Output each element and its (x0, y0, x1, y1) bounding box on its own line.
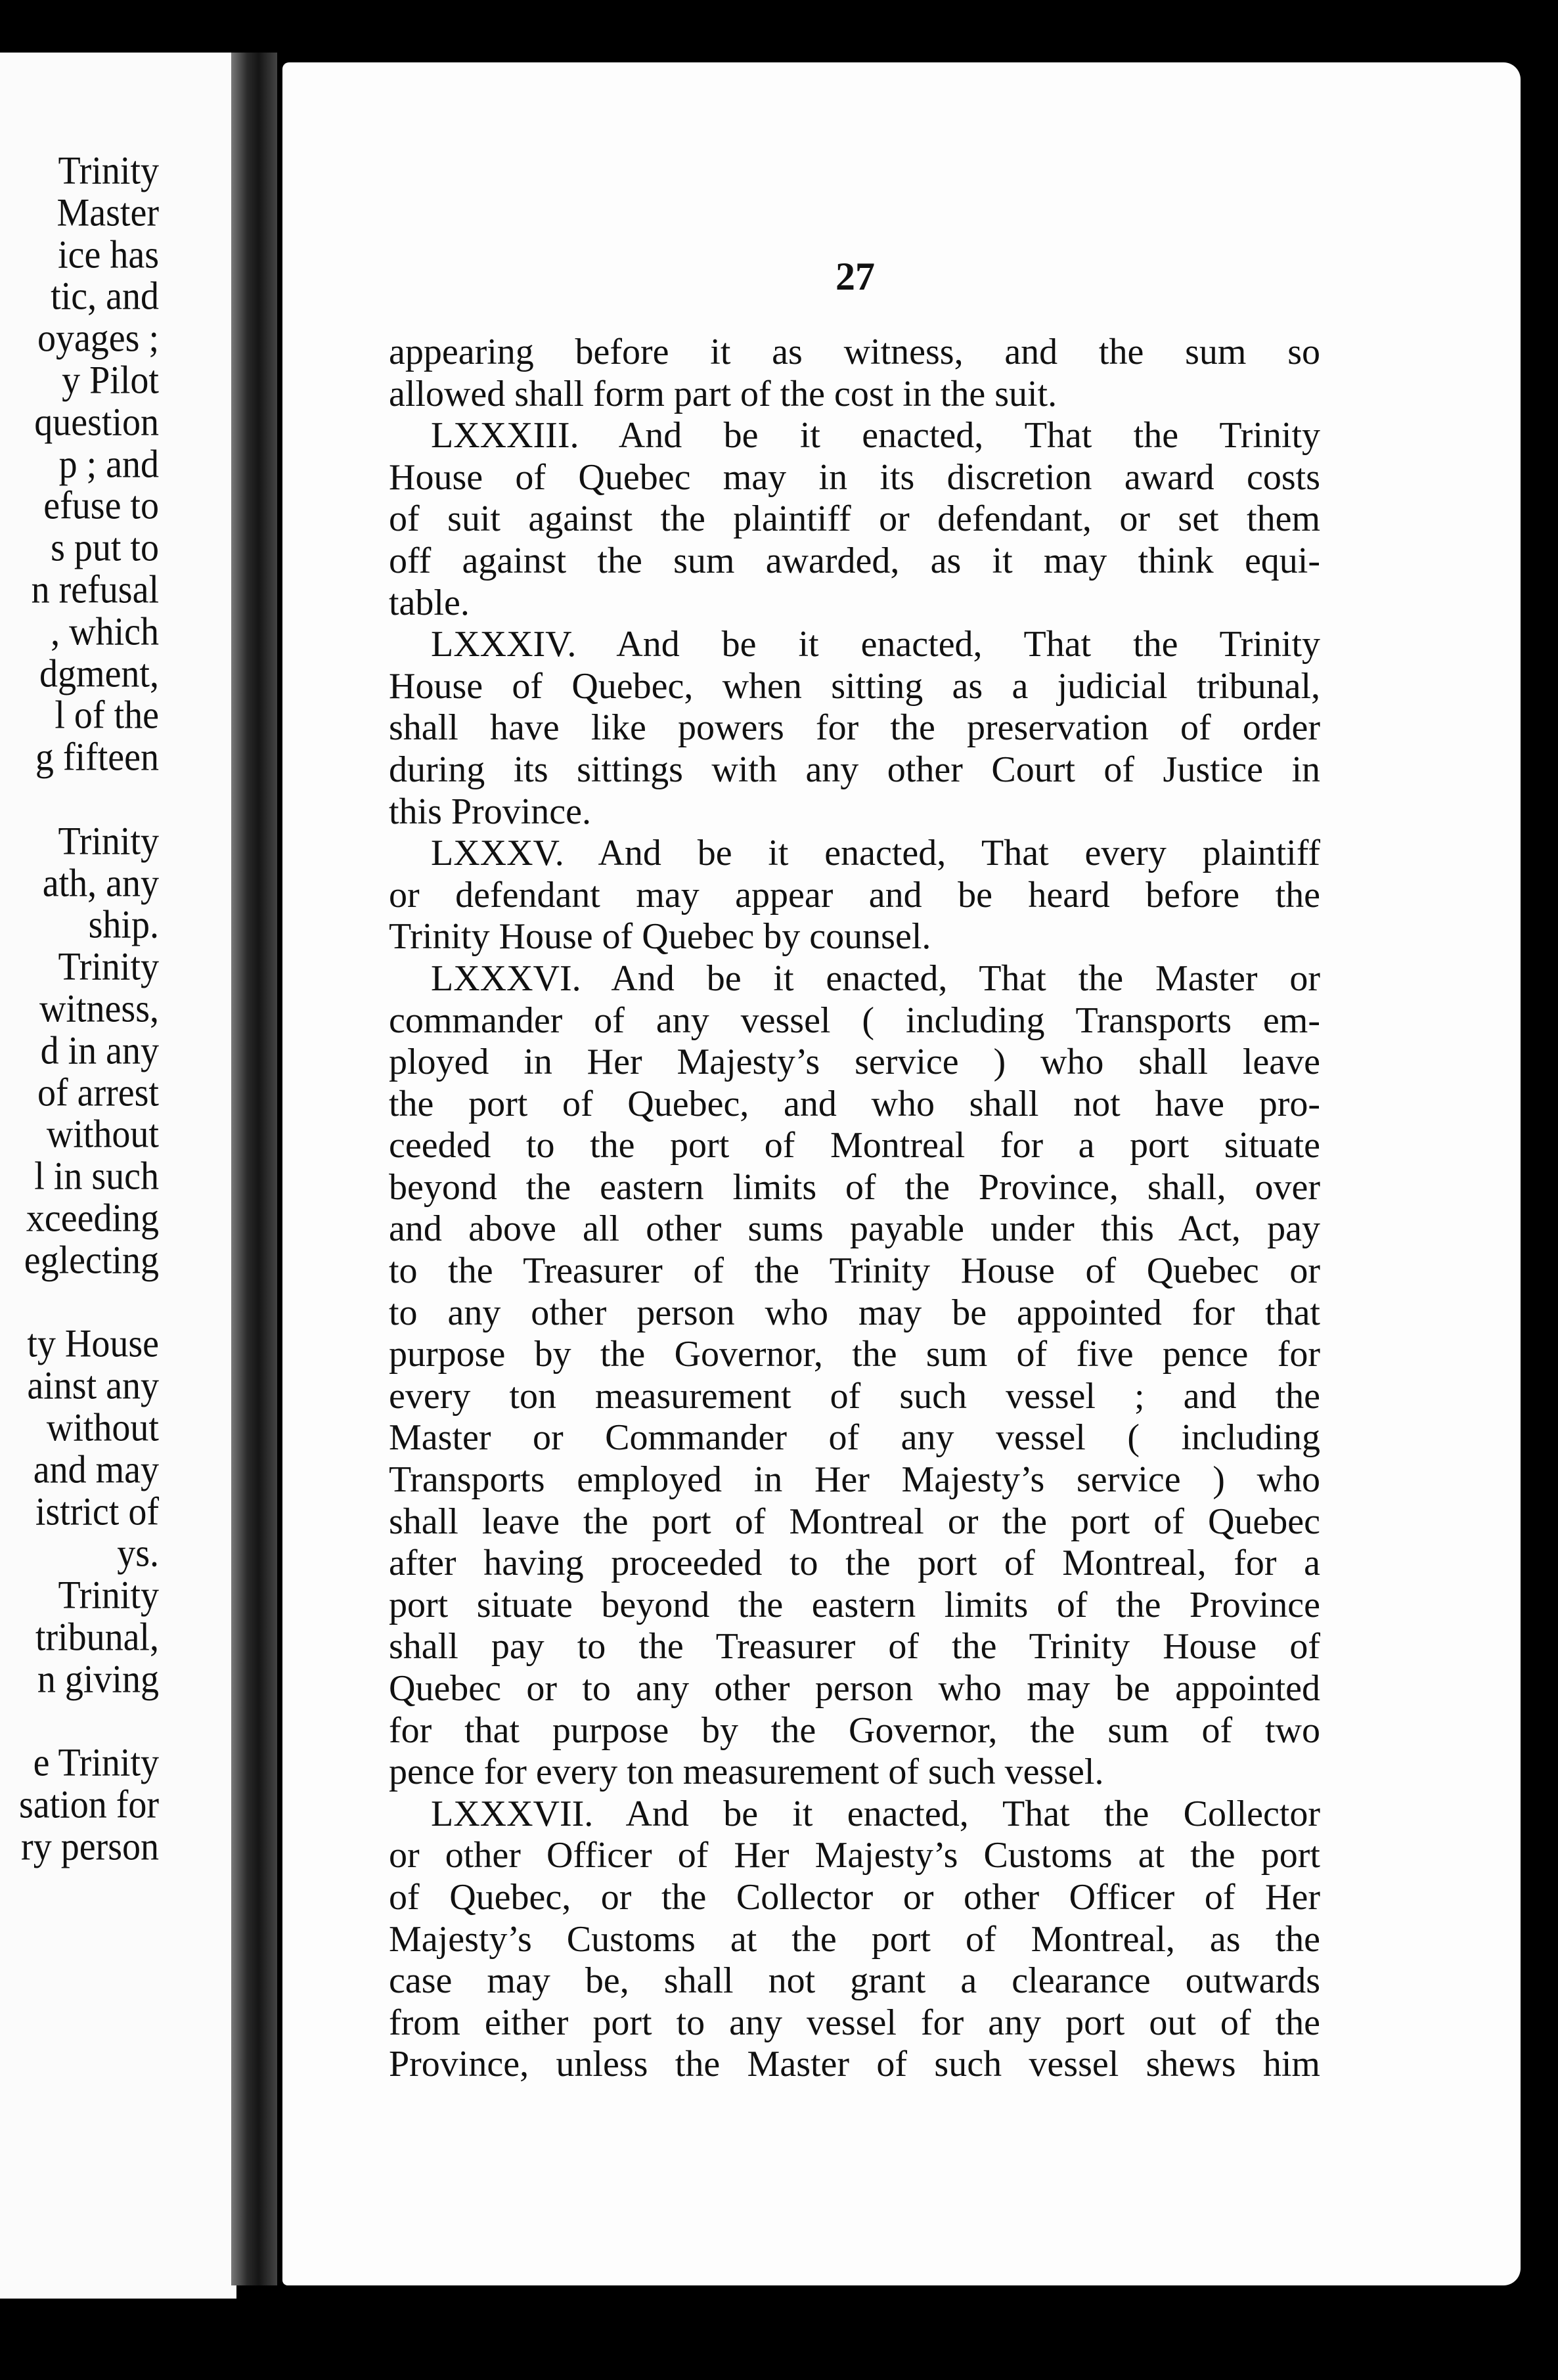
text-line: LXXXIV. And be it enacted, That the Trinity (431, 624, 1320, 665)
text-line: LXXXVI. And be it enacted, That the Master or (431, 958, 1320, 999)
text-line: this Province. (389, 791, 591, 832)
facing-page (0, 53, 236, 2299)
facing-page-line: ainst any (27, 1363, 159, 1408)
text-line: port situate beyond the eastern limits of the Province (389, 1584, 1320, 1625)
facing-page-line: efuse to (43, 483, 159, 528)
text-line: House of Quebec, when sitting as a judicial tribunal, (389, 665, 1320, 707)
facing-page-line: g fifteen (35, 735, 159, 780)
facing-page-line: d in any (40, 1028, 159, 1073)
text-line: Master or Commander of any vessel ( including (389, 1417, 1320, 1459)
text-line: or other Officer of Her Majesty’s Customs at the port (389, 1835, 1320, 1876)
facing-page-line: l of the (55, 693, 159, 738)
facing-page-line: ys. (117, 1531, 159, 1576)
book-page (282, 62, 1521, 2285)
facing-page-line: ty House (27, 1321, 159, 1366)
facing-page-line: dgment, (39, 651, 159, 696)
text-line: LXXXVII. And be it enacted, That the Collector (431, 1793, 1320, 1834)
facing-page-line: Trinity (58, 1573, 159, 1618)
text-line: Quebec or to any other person who may be appointed (389, 1668, 1320, 1709)
text-line: appearing before it as witness, and the sum so (389, 332, 1320, 372)
text-line: to the Treasurer of the Trinity House of Quebec or (389, 1250, 1320, 1292)
facing-page-line: Trinity (58, 148, 159, 193)
text-line: table. (389, 582, 470, 623)
facing-page-line: y Pilot (62, 358, 159, 403)
facing-page-line: ship. (88, 902, 159, 947)
text-line: allowed shall form part of the cost in the suit. (389, 373, 1057, 414)
facing-page-line: e Trinity (33, 1740, 159, 1785)
facing-page-line: Trinity (58, 944, 159, 989)
text-line: shall leave the port of Montreal or the port of Quebec (389, 1501, 1320, 1542)
facing-page-line: tic, and (51, 274, 159, 319)
text-line: off against the sum awarded, as it may think equi- (389, 540, 1320, 581)
facing-page-line: , which (51, 609, 159, 654)
facing-page-line: without (46, 1112, 159, 1157)
text-line: Transports employed in Her Majesty’s service ) who (389, 1459, 1320, 1501)
facing-page-line: of arrest (37, 1070, 159, 1115)
facing-page-line: sation for (18, 1782, 159, 1827)
facing-page-line: ry person (21, 1824, 159, 1869)
text-line: Majesty’s Customs at the port of Montreal, as the (389, 1918, 1320, 1960)
text-line: to any other person who may be appointed for that (389, 1292, 1320, 1333)
facing-page-line: n giving (37, 1657, 159, 1702)
text-line: or defendant may appear and be heard before the (389, 874, 1320, 915)
text-line: ceeded to the port of Montreal for a port situate (389, 1125, 1320, 1166)
facing-page-line: l in such (34, 1154, 159, 1199)
facing-page-line: eglecting (24, 1238, 159, 1283)
facing-page-line: ath, any (42, 861, 159, 906)
text-line: from either port to any vessel for any port out of the (389, 2002, 1320, 2043)
facing-page-line: and may (33, 1447, 159, 1492)
facing-page-line: ice has (58, 232, 159, 277)
page-number: 27 (835, 255, 875, 298)
book-gutter (231, 53, 277, 2285)
text-line: during its sittings with any other Court of Justice in (389, 749, 1320, 790)
facing-page-line: question (34, 400, 159, 445)
text-line: Province, unless the Master of such vessel shews him (389, 2044, 1320, 2085)
text-line: pence for every ton measurement of such vessel. (389, 1752, 1104, 1793)
text-line: every ton measurement of such vessel ; and the (389, 1375, 1320, 1417)
facing-page-line: without (46, 1405, 159, 1450)
text-line: purpose by the Governor, the sum of five pence for (389, 1334, 1320, 1375)
facing-page-line: oyages ; (37, 316, 159, 361)
text-line: LXXXV. And be it enacted, That every plaintiff (431, 833, 1320, 874)
text-line: of Quebec, or the Collector or other Officer of Her (389, 1876, 1320, 1918)
text-line: LXXXIII. And be it enacted, That the Trinity (431, 415, 1320, 456)
facing-page-text (0, 53, 236, 2299)
text-line: ployed in Her Majesty’s service ) who shall leave (389, 1042, 1320, 1083)
facing-page-line: tribunal, (35, 1615, 159, 1660)
text-line: House of Quebec may in its discretion award costs (389, 456, 1320, 498)
text-line: beyond the eastern limits of the Province, shall, over (389, 1166, 1320, 1208)
text-line: shall pay to the Treasurer of the Trinity House of (389, 1626, 1320, 1667)
facing-page-line: Trinity (58, 819, 159, 864)
facing-page-line: n refusal (31, 567, 159, 612)
facing-page-line: Master (56, 190, 159, 235)
text-line: for that purpose by the Governor, the sum of two (389, 1709, 1320, 1751)
page-body-text (389, 332, 1320, 2086)
facing-page-line: xceeding (26, 1196, 159, 1241)
text-line: commander of any vessel ( including Transports em- (389, 1000, 1320, 1041)
text-line: case may be, shall not grant a clearance outwards (389, 1960, 1320, 2002)
facing-page-line: p ; and (58, 442, 159, 487)
text-line: the port of Quebec, and who shall not have pro- (389, 1083, 1320, 1124)
facing-page-line: witness, (39, 986, 159, 1031)
text-line: of suit against the plaintiff or defendant, or set them (389, 498, 1320, 540)
facing-page-line: s put to (51, 525, 159, 570)
text-line: Trinity House of Quebec by counsel. (389, 916, 931, 958)
text-line: after having proceeded to the port of Montreal, for a (389, 1543, 1320, 1584)
text-line: shall have like powers for the preservation of order (389, 707, 1320, 749)
text-line: and above all other sums payable under this Act, pay (389, 1208, 1320, 1250)
facing-page-line: istrict of (35, 1489, 159, 1534)
